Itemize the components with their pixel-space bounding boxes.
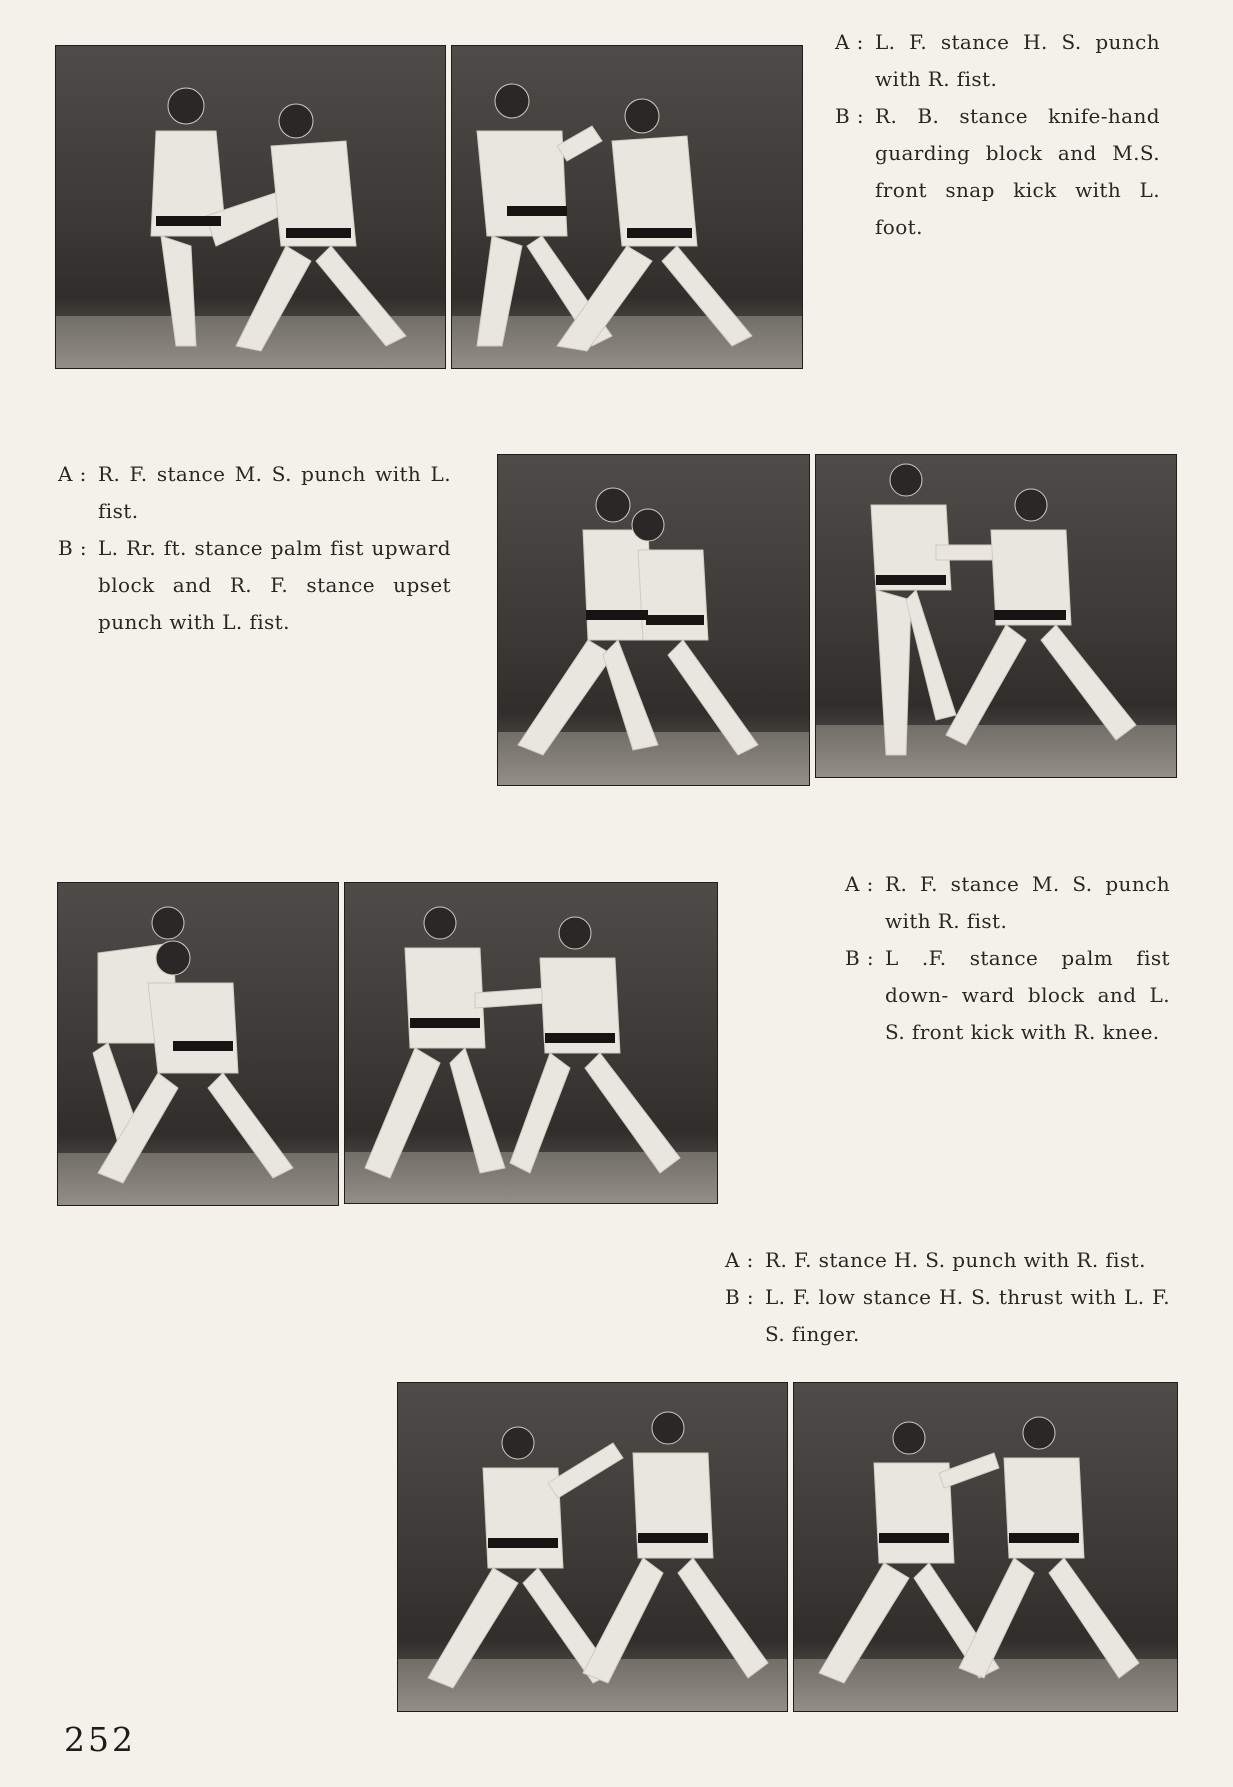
photo-pair-2	[497, 454, 1177, 786]
caption-entry-b	[58, 530, 451, 641]
entry-tag: B :	[725, 1285, 754, 1309]
photo-3b	[344, 882, 718, 1204]
photo-pair-3	[57, 882, 718, 1206]
caption-entry-a	[835, 24, 1160, 98]
photo-pair-1	[55, 45, 803, 369]
caption-entry-b	[835, 98, 1160, 246]
photo-4b	[793, 1382, 1178, 1712]
entry-text: L .F. stance palm fist down- ward block and L. S. front kick with R. knee.	[885, 946, 1170, 1044]
figures-illustration	[398, 1383, 787, 1711]
caption-block-1	[835, 24, 1160, 246]
figures-illustration	[345, 883, 717, 1203]
entry-tag: A :	[845, 872, 874, 896]
caption-entry-b	[725, 1279, 1170, 1353]
entry-tag: B :	[58, 536, 87, 560]
caption-block-4	[725, 1242, 1170, 1353]
figures-illustration	[56, 46, 445, 368]
caption-entry-a	[845, 866, 1170, 940]
photo-1a	[55, 45, 446, 369]
entry-text: R. F. stance H. S. punch with R. fist.	[765, 1248, 1146, 1272]
photo-4a	[397, 1382, 788, 1712]
caption-entry-a	[725, 1242, 1170, 1279]
caption-block-3	[845, 866, 1170, 1051]
entry-text: L. F. stance H. S. punch with R. fist.	[875, 30, 1160, 91]
entry-text: R. F. stance M. S. punch with R. fist.	[885, 872, 1170, 933]
page-number: 252	[64, 1720, 136, 1759]
entry-tag: A :	[725, 1248, 754, 1272]
figures-illustration	[498, 455, 809, 785]
figures-illustration	[452, 46, 802, 368]
entry-tag: A :	[835, 30, 864, 54]
entry-text: L. Rr. ft. stance palm fist upward block and R. F. stance upset punch with L. fist.	[98, 536, 451, 634]
photo-pair-4	[397, 1382, 1178, 1712]
entry-tag: B :	[835, 104, 864, 128]
figures-illustration	[58, 883, 338, 1205]
entry-text: L. F. low stance H. S. thrust with L. F. S. finger.	[765, 1285, 1170, 1346]
caption-entry-a	[58, 456, 451, 530]
caption-block-2	[58, 456, 451, 641]
figures-illustration	[794, 1383, 1177, 1711]
entry-tag: A :	[58, 462, 87, 486]
entry-text: R. B. stance knife-hand guarding block and M.S. front snap kick with L. foot.	[875, 104, 1160, 239]
photo-3a	[57, 882, 339, 1206]
photo-2b	[815, 454, 1177, 778]
entry-tag: B :	[845, 946, 874, 970]
caption-entry-b	[845, 940, 1170, 1051]
photo-2a	[497, 454, 810, 786]
photo-1b	[451, 45, 803, 369]
figures-illustration	[816, 455, 1176, 777]
entry-text: R. F. stance M. S. punch with L. fist.	[98, 462, 451, 523]
